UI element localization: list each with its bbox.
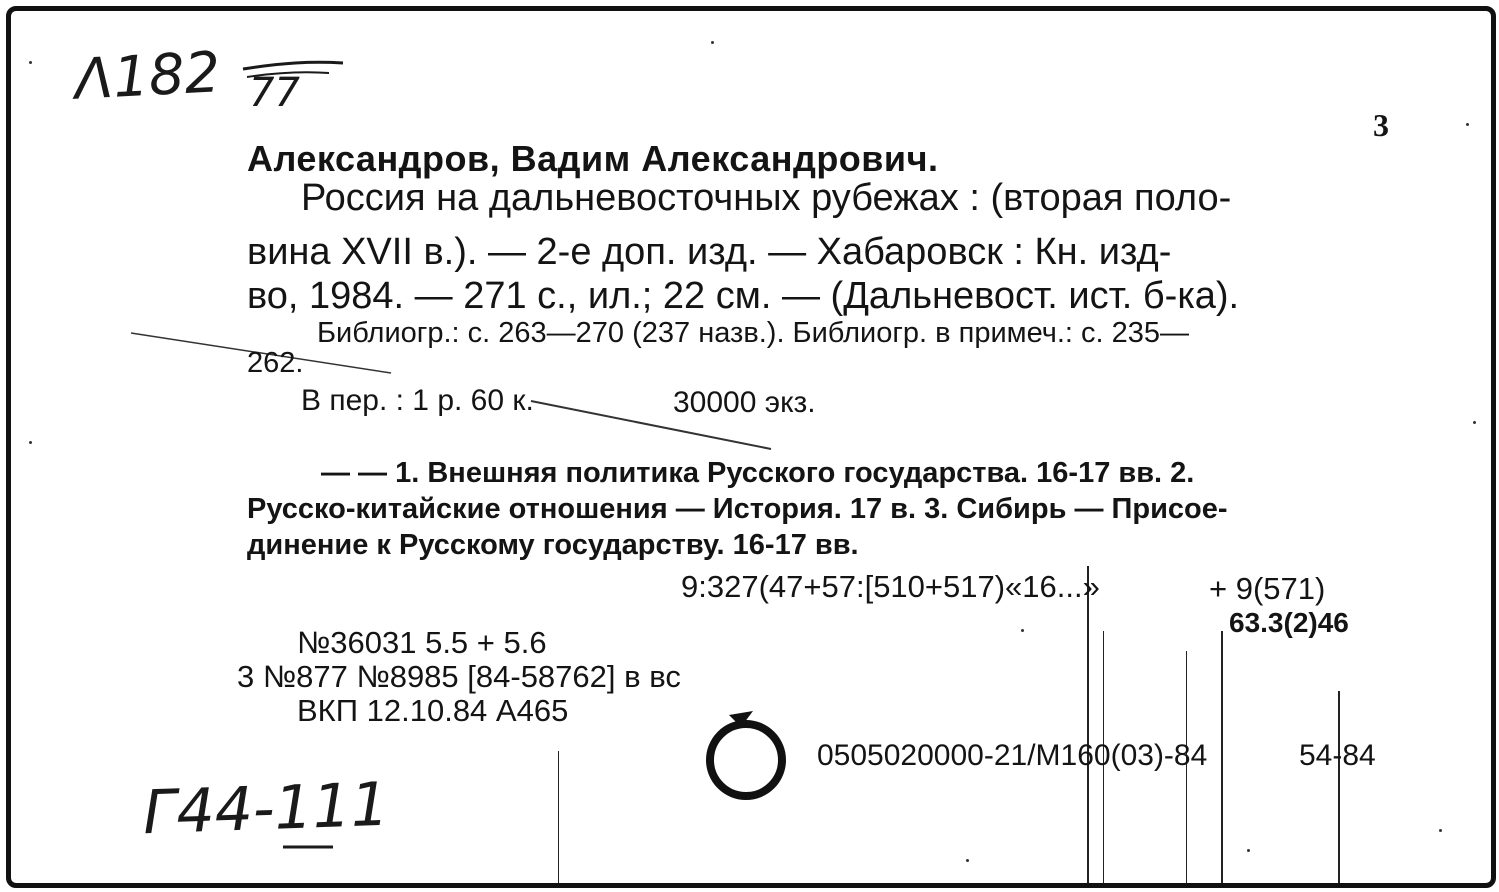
subject-line-2: Русско-китайские отношения — История. 17 в. 3. Сибирь — Присое-	[247, 493, 1228, 525]
handwritten-shelfmark: Λ182	[73, 40, 222, 113]
tech-line-2: 3 №877 №8985 [84-58762] в вс	[237, 659, 681, 694]
index-code: 0505020000-21/М160(03)-84	[817, 739, 1208, 772]
classification-add: + 9(571)	[1209, 571, 1326, 606]
card-number: 3	[1373, 107, 1389, 143]
speck	[1021, 629, 1024, 632]
speck	[711, 41, 714, 44]
notes-line-1: Библиогр.: с. 263—270 (237 назв.). Библиогр. в примеч.: с. 235—	[317, 317, 1190, 349]
tech-line-3: ВКП 12.10.84 А465	[297, 693, 569, 728]
speck	[1439, 829, 1442, 832]
rule-line	[558, 751, 559, 883]
speck	[1473, 421, 1476, 424]
classification-main: 9:327(47+57:[510+517)«16...»	[681, 569, 1100, 604]
price-line: В пер. : 1 р. 60 к.	[301, 384, 534, 417]
title-line-1: Россия на дальневосточных рубежах : (вторая поло-	[301, 177, 1232, 219]
rule-line	[1221, 631, 1223, 883]
speck	[29, 441, 32, 444]
order-code: 54-84	[1299, 739, 1376, 772]
rule-line	[1338, 691, 1340, 883]
classification-bbk: 63.3(2)46	[1229, 607, 1349, 638]
title-line-3: во, 1984. — 271 с., ил.; 22 см. — (Дальневост. ист. б-ка).	[247, 275, 1240, 317]
speck	[966, 859, 969, 862]
catalog-card	[6, 6, 1496, 888]
notes-line-2: 262.	[247, 347, 304, 379]
subject-line-1: — — 1. Внешняя политика Русского государства. 16-17 вв. 2.	[321, 457, 1195, 489]
author-heading: Александров, Вадим Александрович.	[247, 138, 939, 179]
handwritten-inventory: Г44-111	[141, 769, 391, 849]
rule-line	[1087, 566, 1089, 883]
title-line-2: вина XVII в.). — 2-е доп. изд. — Хабаровск : Кн. изд-	[247, 231, 1172, 273]
speck	[29, 61, 32, 64]
subject-line-3: динение к Русскому государству. 16-17 вв.	[247, 529, 859, 561]
speck	[1466, 123, 1469, 126]
handwritten-shelfmark-sub: 77	[249, 70, 300, 116]
speck	[1247, 849, 1250, 852]
tech-line-1: №36031 5.5 + 5.6	[297, 625, 547, 660]
print-run: 30000 экз.	[673, 386, 816, 419]
